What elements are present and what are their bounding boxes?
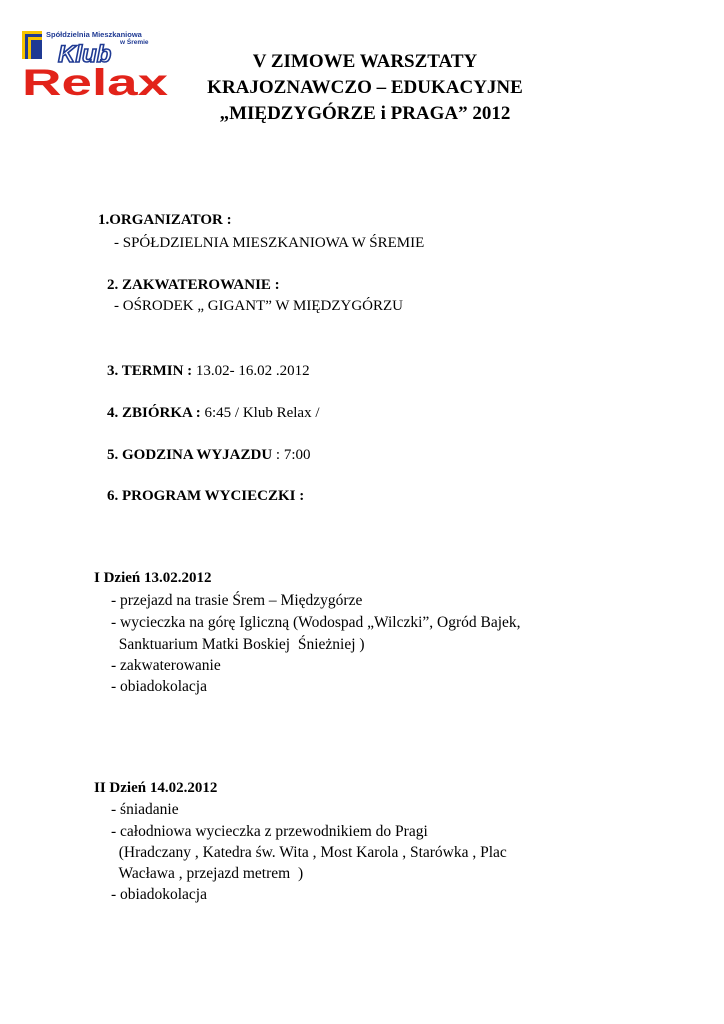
organizator-label: 1.ORGANIZATOR : bbox=[98, 212, 232, 228]
termin-label: 3. TERMIN : bbox=[107, 363, 193, 379]
day2-item: - śniadanie bbox=[111, 801, 179, 818]
termin-value: 13.02- 16.02 .2012 bbox=[192, 363, 310, 379]
zbiorka-value: 6:45 / Klub Relax / bbox=[200, 405, 320, 421]
day1-item: - wycieczka na górę Igliczną (Wodospad „Wilczki”, Ogród Bajek, bbox=[111, 614, 521, 631]
zbiorka-label: 4. ZBIÓRKA : bbox=[107, 405, 201, 421]
day2-header: II Dzień 14.02.2012 bbox=[94, 780, 218, 796]
day1-item: - obiadokolacja bbox=[111, 678, 207, 695]
day1-header: I Dzień 13.02.2012 bbox=[94, 570, 212, 586]
day2-item: - całodniowa wycieczka z przewodnikiem do Pragi bbox=[111, 823, 428, 840]
godzina-row bbox=[107, 446, 311, 464]
logo-relax-text: Relax bbox=[22, 62, 169, 99]
godzina-label: 5. GODZINA WYJAZDU bbox=[107, 447, 273, 463]
klub-relax-logo bbox=[22, 29, 172, 99]
title-line-3: „MIĘDZYGÓRZE i PRAGA” 2012 bbox=[219, 103, 511, 124]
termin-row bbox=[107, 362, 310, 380]
title-line-1: V ZIMOWE WARSZTATY bbox=[252, 51, 478, 72]
zbiorka-row bbox=[107, 404, 320, 422]
day2-item: Wacława , przejazd metrem ) bbox=[111, 865, 304, 882]
day2-item: - obiadokolacja bbox=[111, 886, 207, 903]
program-label: 6. PROGRAM WYCIECZKI : bbox=[107, 488, 305, 504]
day1-item: - zakwaterowanie bbox=[111, 657, 221, 674]
day1-item: - przejazd na trasie Śrem – Międzygórze bbox=[111, 592, 363, 609]
title-line-2: KRAJOZNAWCZO – EDUKACYJNE bbox=[207, 77, 523, 98]
zakwaterowanie-value: - OŚRODEK „ GIGANT” W MIĘDZYGÓRZU bbox=[114, 298, 403, 314]
organizator-value: - SPÓŁDZIELNIA MIESZKANIOWA W ŚREMIE bbox=[114, 235, 425, 251]
day1-item: Sanktuarium Matki Boskiej Śnieżniej ) bbox=[111, 636, 365, 653]
zakwaterowanie-label: 2. ZAKWATEROWANIE : bbox=[107, 277, 280, 293]
day2-item: (Hradczany , Katedra św. Wita , Most Karola , Starówka , Plac bbox=[111, 844, 507, 861]
logo-sub-text: w Śremie bbox=[120, 39, 149, 46]
logo-klub-text: Klub bbox=[58, 41, 112, 68]
logo-top-text: Spółdzielnia Mieszkaniowa bbox=[46, 30, 142, 39]
godzina-value: : 7:00 bbox=[272, 447, 311, 463]
